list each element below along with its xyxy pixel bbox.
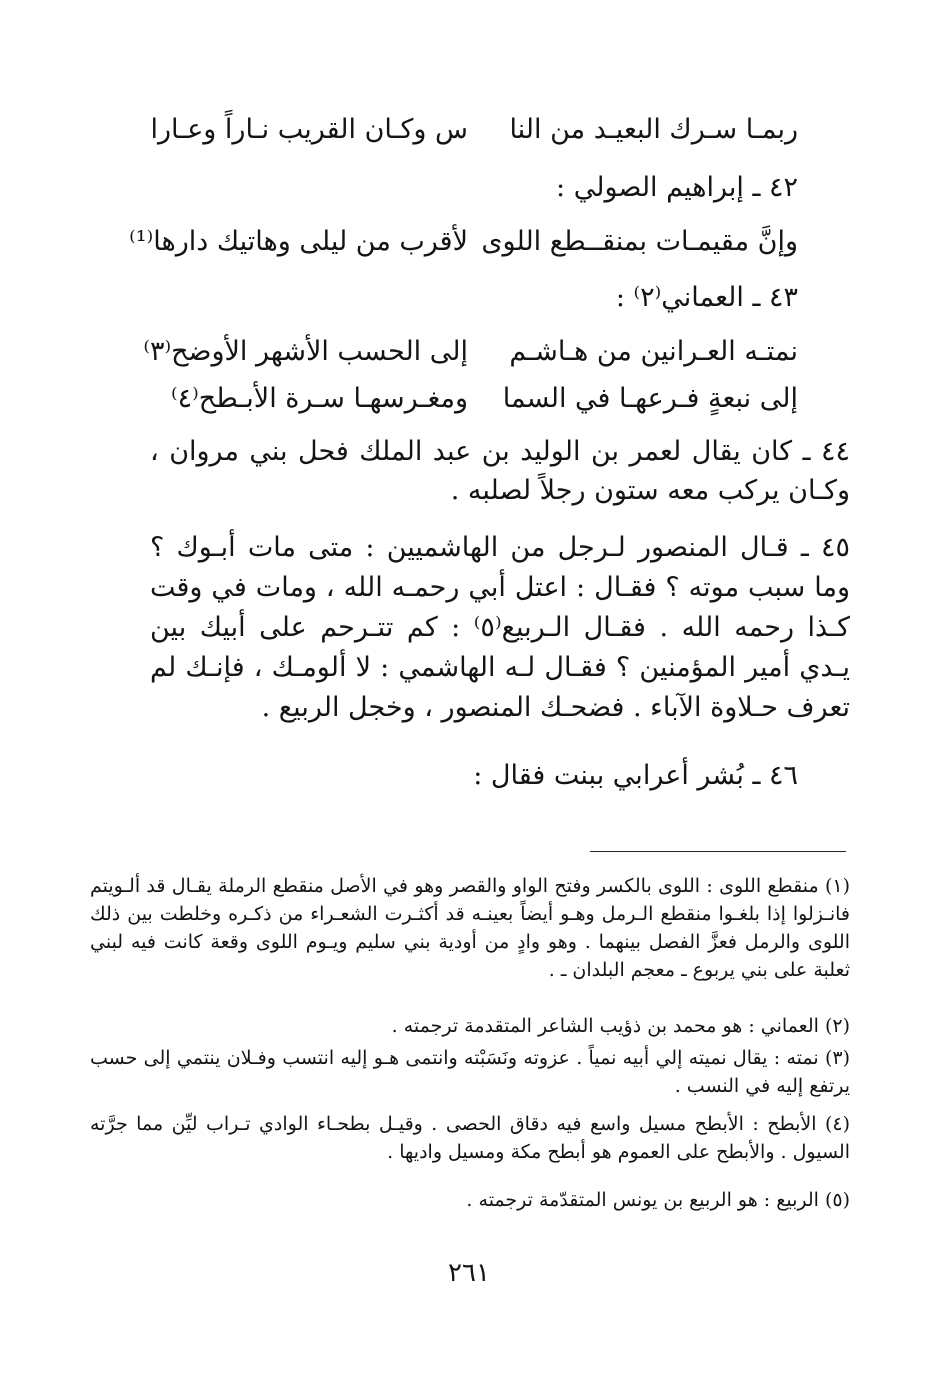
footnote-2: (٢) العماني : هو محمد بن ذؤيب الشاعر المتقدمة ترجمته .: [391, 1015, 850, 1037]
footnote-5: (٥) الربيع : هو الربيع بن يونس المتقدّمة ترجمته .: [466, 1189, 850, 1211]
verse-3-second-hemistich: إلى الحسب الأشهر الأوضح⁽٣⁾: [143, 336, 468, 367]
heading-46: ٤٦ ـ بُشر أعرابي ببنت فقال :: [473, 760, 798, 791]
verse-3-first-hemistich: نمتـه العـرانين من هـاشـم: [509, 336, 798, 367]
verse-4-second-hemistich: ومغـرسهـا سـرة الأبـطح⁽٤⁾: [171, 383, 468, 414]
verse-1-first-hemistich: ربمـا سـرك البعيـد من النا: [509, 114, 798, 145]
paragraph-44: ٤٤ ـ كان يقال لعمر بن الوليد بن عبد الملك فحل بني مروان ، وكـان يركب معه ستون رجلاً لصلبه .: [150, 436, 850, 506]
footnote-1: (١) منقطع اللوى : اللوى بالكسر وفتح الواو والقصر وهو في الأصل منقطع الرملة يقـال قد ألـويتم فانـزلوا إذا بلغـوا منقطع الـرمل وهـو أيضاً بعينـه قد أكثـرت الشعـراء من ذكـره وخلطت بين ذلك اللوى والرمل فعزَّ الفصل بينهما . وهو وادٍ من أودية بني سليم ويـوم اللوى وقعة كانت فيه لبني ثعلبة على بني يربوع ـ معجم البلدان ـ .: [90, 875, 850, 981]
footnote-3: (٣) نمته : يقال نميته إلي أبيه نمياً . عزوته ونَسَبْته وانتمى هـو إليه انتسب وفـلان ينتمي إلى حسب يرتفع إليه في النسب .: [90, 1047, 850, 1097]
verse-1-second-hemistich: س وكـان القريب نـاراً وعـارا: [150, 114, 468, 145]
verse-4-first-hemistich: إلى نبعةٍ فـرعهـا في السما: [502, 383, 798, 414]
paragraph-45: ٤٥ ـ قـال المنصور لـرجل من الهاشميين : متى مات أبـوك ؟ وما سبب موته ؟ فقـال : اعتل أبي رحمـه الله ، ومات في وقت كـذا رحمه الله . فقـال الـربيع⁽٥⁾ : كم تتـرحم على أبيك بين يـدي أمير المؤمنين ؟ فقـال لـه الهاشمي : لا ألومـك ، فإنـك لم تعرف حـلاوة الآباء . فضحـك المنصور ، وخجل الربيع .: [150, 532, 850, 723]
verse-2-first-hemistich: وإنَّ مقيمـات بمنقــطع اللوى: [481, 226, 798, 257]
page-number: ٢٦١: [448, 1258, 490, 1288]
heading-42: ٤٢ ـ إبراهيم الصولي :: [556, 172, 798, 203]
verse-2-second-hemistich: لأقرب من ليلى وهاتيك دارها⁽¹⁾: [129, 226, 468, 257]
heading-43: ٤٣ ـ العماني⁽٢⁾ :: [615, 282, 798, 313]
footnote-separator: [590, 851, 846, 852]
footnote-4: (٤) الأبطح : الأبطح مسيل واسع فيه دقاق الحصى . وقيـل بطحـاء الوادي تـراب ليِّن مما جرَّته السيول . والأبطح على العموم هو أبطح مكة ومسيل واديها .: [90, 1113, 850, 1163]
